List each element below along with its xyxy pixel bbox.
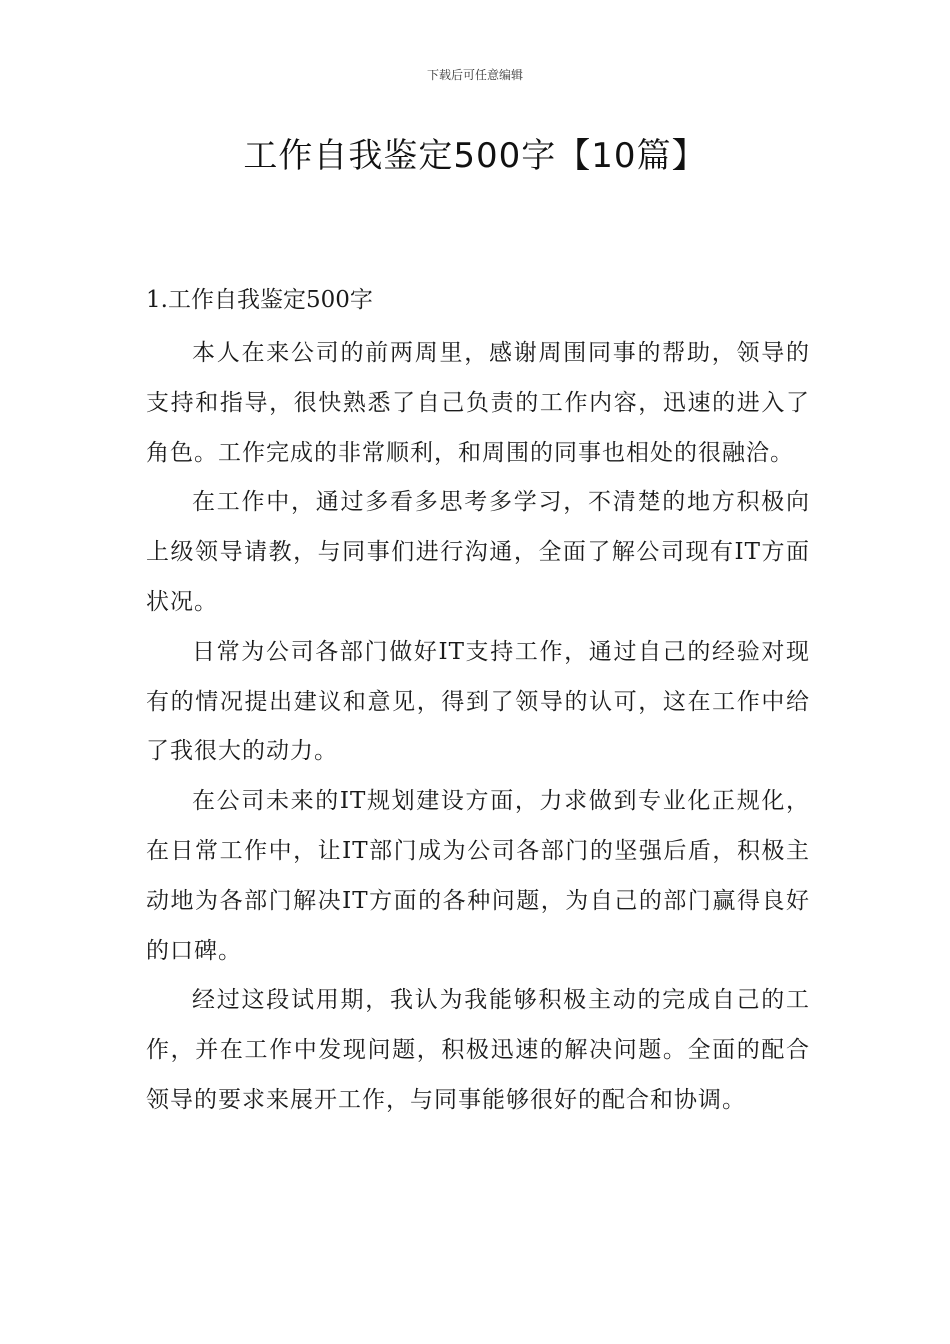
- paragraph-1: 本人在来公司的前两周里，感谢周围同事的帮助，领导的支持和指导，很快熟悉了自己负责的工作内容，迅速的进入了角色。工作完成的非常顺利，和周围的同事也相处的很融洽。: [146, 340, 810, 466]
- document-body: [146, 280, 810, 1126]
- paragraph-2: 在工作中，通过多看多思考多学习，不清楚的地方积极向上级领导请教，与同事们进行沟通，全面了解公司现有IT方面状况。: [146, 489, 810, 615]
- paragraph-3: 日常为公司各部门做好IT支持工作，通过自己的经验对现有的情况提出建议和意见，得到了领导的认可，这在工作中给了我很大的动力。: [146, 638, 810, 765]
- document-title: 工作自我鉴定500字【10篇】: [243, 136, 707, 176]
- paragraph-4: 在公司未来的IT规划建设方面，力求做到专业化正规化，在日常工作中，让IT部门成为公司各部门的坚强后盾，积极主动地为各部门解决IT方面的各种问题，为自己的部门赢得良好的口碑。: [146, 788, 810, 964]
- header-note: 下载后可任意编辑: [426, 68, 523, 82]
- paragraph-5: 经过这段试用期，我认为我能够积极主动的完成自己的工作，并在工作中发现问题，积极迅速的解决问题。全面的配合领导的要求来展开工作，与同事能够很好的配合和协调。: [146, 987, 810, 1113]
- section-heading: 1.工作自我鉴定500字: [146, 287, 373, 313]
